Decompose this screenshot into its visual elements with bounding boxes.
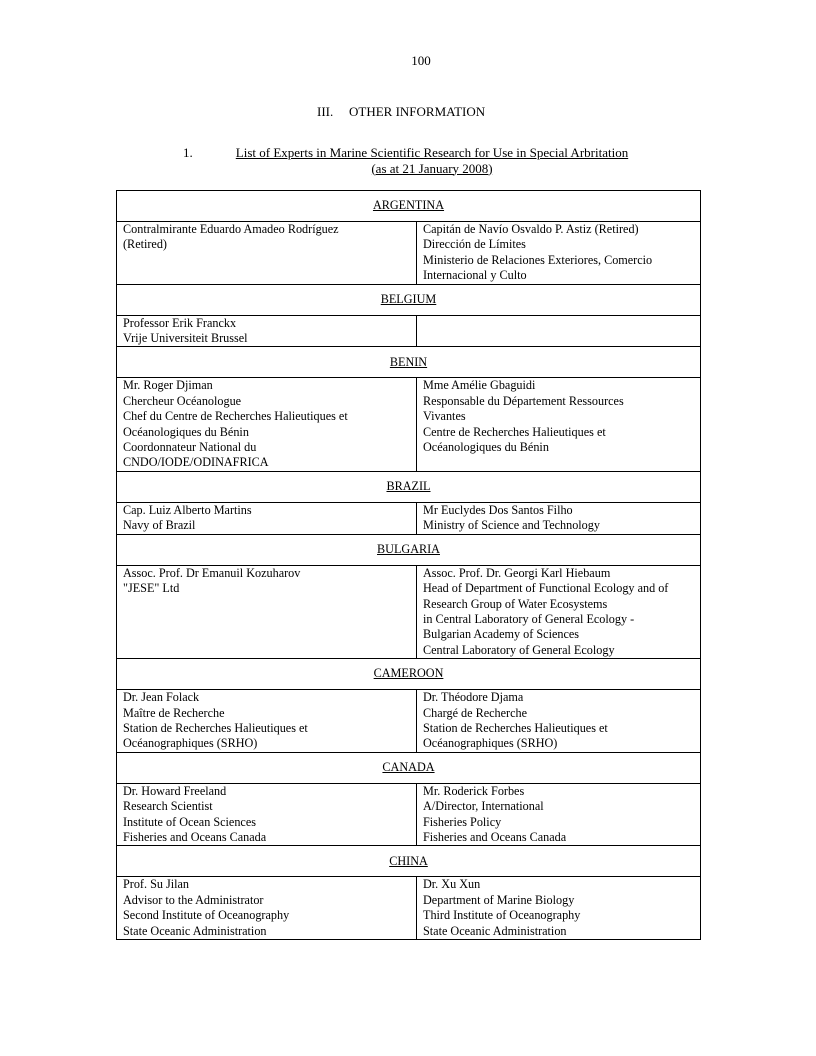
- expert-info-line: Maître de Recherche: [123, 705, 225, 720]
- country-header-cell: [117, 347, 701, 378]
- expert-cell-right: [417, 877, 701, 940]
- list-date: (as at 21 January 2008): [371, 160, 493, 176]
- expert-info-line: Second Institute of Oceanography: [123, 908, 290, 923]
- country-header-cell: [117, 284, 701, 315]
- expert-info-line: Central Laboratory of General Ecology: [423, 642, 615, 657]
- expert-info-line: Assoc. Prof. Dr Emanuil Kozuharov: [123, 565, 301, 580]
- expert-info-line: Station de Recherches Halieutiques et: [123, 720, 308, 735]
- experts-row: [117, 783, 701, 846]
- expert-info-line: Vivantes: [423, 409, 466, 424]
- expert-info-line: Centre de Recherches Halieutiques et: [423, 424, 606, 439]
- expert-info-line: Assoc. Prof. Dr. Georgi Karl Hiebaum: [423, 565, 611, 580]
- country-name: BENIN: [389, 354, 428, 369]
- country-name: BRAZIL: [386, 479, 431, 494]
- expert-info-line: Prof. Su Jilan: [123, 877, 190, 892]
- expert-cell-left: [117, 315, 417, 347]
- expert-info-line: Third Institute of Oceanography: [423, 908, 581, 923]
- country-header-cell: [117, 659, 701, 690]
- country-header-row: [117, 534, 701, 565]
- list-number: 1.: [183, 145, 193, 160]
- expert-cell-left: [117, 877, 417, 940]
- expert-info-line: Océanologiques du Bénin: [423, 440, 549, 455]
- experts-row: [117, 690, 701, 753]
- expert-cell-right: [417, 502, 701, 534]
- expert-info-line: Mr. Roger Djiman: [123, 378, 213, 393]
- section-heading: [317, 104, 485, 119]
- country-header-row: [117, 284, 701, 315]
- expert-info-line: Océanologiques du Bénin: [123, 424, 249, 439]
- expert-info-line: Dr. Xu Xun: [423, 877, 481, 892]
- expert-info-line: Mr. Roderick Forbes: [423, 783, 525, 798]
- expert-cell-right: [417, 783, 701, 846]
- experts-table: [116, 190, 701, 940]
- section-number: III.: [317, 104, 334, 119]
- expert-info-line: Department of Marine Biology: [423, 892, 575, 907]
- country-header-row: [117, 752, 701, 783]
- expert-info-line: Responsable du Département Ressources: [423, 393, 624, 408]
- experts-row: [117, 565, 701, 658]
- country-header-cell: [117, 534, 701, 565]
- expert-info-line: State Oceanic Administration: [123, 923, 267, 938]
- expert-info-line: Chercheur Océanologue: [123, 393, 242, 408]
- expert-cell-left: [117, 783, 417, 846]
- expert-cell-left: [117, 502, 417, 534]
- expert-cell-right: [417, 222, 701, 285]
- expert-info-line: Fisheries and Oceans Canada: [123, 829, 267, 844]
- experts-row: [117, 378, 701, 471]
- expert-info-line: Dr. Jean Folack: [123, 690, 200, 705]
- expert-info-line: Océanographiques (SRHO): [423, 736, 558, 751]
- country-header-cell: [117, 191, 701, 222]
- country-header-row: [117, 846, 701, 877]
- expert-info-line: Vrije Universiteit Brussel: [123, 331, 248, 346]
- expert-info-line: Research Scientist: [123, 799, 213, 814]
- expert-info-line: Ministerio de Relaciones Exteriores, Comercio: [423, 252, 653, 267]
- expert-info-line: (Retired): [123, 237, 167, 252]
- expert-cell-left: [117, 222, 417, 285]
- expert-info-line: State Oceanic Administration: [423, 923, 567, 938]
- expert-cell-left: [117, 690, 417, 753]
- experts-row: [117, 222, 701, 285]
- expert-info-line: Cap. Luiz Alberto Martins: [123, 502, 252, 517]
- expert-info-line: A/Director, International: [423, 799, 544, 814]
- country-header-row: [117, 471, 701, 502]
- country-name: ARGENTINA: [372, 198, 445, 213]
- expert-cell-right: [417, 565, 701, 658]
- expert-info-line: Internacional y Culto: [423, 268, 527, 283]
- expert-cell-right: [417, 690, 701, 753]
- country-header-row: [117, 659, 701, 690]
- expert-info-line: Dr. Théodore Djama: [423, 690, 524, 705]
- expert-info-line: Institute of Ocean Sciences: [123, 814, 256, 829]
- country-name: CANADA: [382, 760, 435, 775]
- expert-info-line: Capitán de Navío Osvaldo P. Astiz (Retired): [423, 222, 639, 236]
- country-header-cell: [117, 846, 701, 877]
- country-name: BULGARIA: [377, 541, 440, 556]
- expert-info-line: Chargé de Recherche: [423, 705, 527, 720]
- expert-cell-left: [117, 565, 417, 658]
- expert-info-line: Station de Recherches Halieutiques et: [423, 720, 608, 735]
- country-name: CHINA: [389, 853, 428, 868]
- expert-info-line: Professor Erik Franckx: [123, 315, 237, 330]
- section-title: OTHER INFORMATION: [349, 104, 486, 119]
- country-header-row: [117, 191, 701, 222]
- expert-info-line: Dirección de Límites: [423, 237, 526, 252]
- expert-info-line: Ministry of Science and Technology: [423, 518, 600, 533]
- experts-table-body: [117, 191, 701, 940]
- expert-info-line: Bulgarian Academy of Sciences: [423, 627, 580, 642]
- expert-info-line: Dr. Howard Freeland: [123, 783, 227, 798]
- expert-info-line: Navy of Brazil: [123, 518, 196, 533]
- expert-cell-left: [117, 378, 417, 471]
- expert-info-line: Contralmirante Eduardo Amadeo Rodríguez: [123, 222, 339, 236]
- expert-info-line: Coordonnateur National du: [123, 440, 257, 455]
- expert-cell-right: [417, 378, 701, 471]
- expert-info-line: Advisor to the Administrator: [123, 892, 264, 907]
- expert-info-line: Mr Euclydes Dos Santos Filho: [423, 502, 573, 517]
- expert-info-line: Head of Department of Functional Ecology and of: [423, 581, 669, 596]
- expert-info-line: in Central Laboratory of General Ecology -: [423, 611, 635, 626]
- country-name: CAMEROON: [373, 666, 444, 681]
- expert-cell-right: [417, 315, 701, 347]
- expert-info-line: "JESE" Ltd: [123, 581, 180, 596]
- experts-row: [117, 502, 701, 534]
- country-header-cell: [117, 752, 701, 783]
- list-title-block: [230, 145, 634, 176]
- country-header-cell: [117, 471, 701, 502]
- expert-info-line: Chef du Centre de Recherches Halieutiques et: [123, 409, 348, 424]
- expert-info-line: Research Group of Water Ecosystems: [423, 596, 608, 611]
- country-name: BELGIUM: [380, 291, 437, 306]
- expert-info-line: Mme Amélie Gbaguidi: [423, 378, 536, 393]
- page-number: 100: [411, 53, 431, 68]
- expert-info-line: CNDO/IODE/ODINAFRICA: [123, 455, 269, 470]
- experts-row: [117, 877, 701, 940]
- expert-info-line: Océanographiques (SRHO): [123, 736, 258, 751]
- expert-info-line: Fisheries Policy: [423, 814, 502, 829]
- country-header-row: [117, 347, 701, 378]
- experts-row: [117, 315, 701, 347]
- expert-info-line: Fisheries and Oceans Canada: [423, 829, 567, 844]
- list-title: List of Experts in Marine Scientific Research for Use in Special Arbritation: [235, 145, 629, 160]
